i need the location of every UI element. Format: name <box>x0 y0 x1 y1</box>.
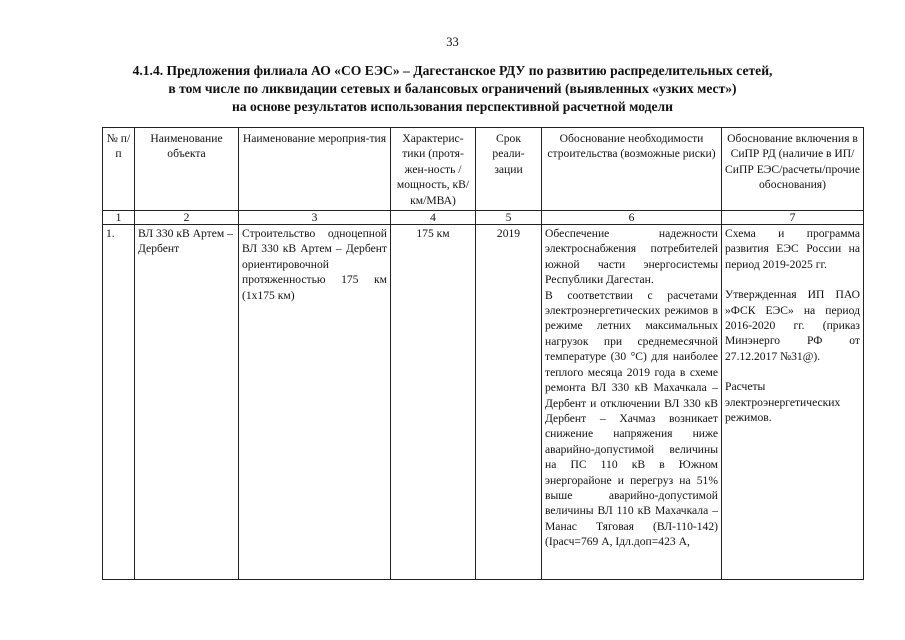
column-number: 3 <box>239 211 391 225</box>
column-number: 5 <box>476 211 542 225</box>
page-number: 33 <box>446 35 459 49</box>
header-num: № п/п <box>103 128 135 211</box>
heading-line-1: 4.1.4. Предложения филиала АО «СО ЕЭС» – Дагестанское РДУ по развитию распределительных сетей, <box>132 63 773 78</box>
column-number: 1 <box>103 211 135 225</box>
cell-measure: Строительство одноцепной ВЛ 330 кВ Артем – Дербент ориентировочной протяженностью 175 км (1х175 км) <box>239 225 391 580</box>
header-characteristics: Характерис-тики (протя-жен-ность /мощность, кВ/км/МВА) <box>391 128 476 211</box>
column-number: 7 <box>722 211 864 225</box>
justification-paragraph: Обеспечение надежности электроснабжения потребителей южной части энергосистемы Республики Дагестан. <box>545 227 718 287</box>
inclusion-paragraph: Расчеты электроэнергетических режимов. <box>725 380 841 425</box>
header-inclusion: Обоснование включения в СиПР РД (наличие в ИП/СиПР ЕЭС/расчеты/прочие обоснования) <box>722 128 864 211</box>
cell-inclusion <box>722 225 864 580</box>
paragraph-gap <box>725 364 860 379</box>
cell-num: 1. <box>103 225 135 580</box>
paragraph-gap <box>725 272 860 287</box>
header-object: Наименование объекта <box>135 128 239 211</box>
cell-justification <box>542 225 722 580</box>
column-number: 2 <box>135 211 239 225</box>
table-row <box>103 225 864 580</box>
cell-characteristics: 175 км <box>391 225 476 580</box>
header-row <box>103 128 864 211</box>
column-number-row <box>103 211 864 225</box>
inclusion-paragraph: Схема и программа развития ЕЭС России на период 2019-2025 гг. <box>725 227 860 271</box>
justification-text <box>545 226 718 578</box>
cell-object: ВЛ 330 кВ Артем – Дербент <box>135 225 239 580</box>
heading-line-3: на основе результатов использования перспективной расчетной модели <box>231 99 674 114</box>
header-measure: Наименование мероприя-тия <box>239 128 391 211</box>
column-number: 6 <box>542 211 722 225</box>
header-term: Срок реали-зации <box>476 128 542 211</box>
column-number: 4 <box>391 211 476 225</box>
heading-line-2: в том числе по ликвидации сетевых и балансовых ограничений (выявленных «узких мест») <box>168 81 737 96</box>
cell-term: 2019 <box>476 225 542 580</box>
proposals-table <box>102 127 864 580</box>
inclusion-paragraph: Утвержденная ИП ПАО »ФСК ЕЭС» на период 2016-2020 гг. (приказ Минэнерго РФ от 27.12.2017 №31@). <box>725 288 860 363</box>
justification-paragraph: В соответствии с расчетами электроэнергетических режимов в режиме летних максимальных нагрузок при среднемесячной температуре (30 °С) для наиболее теплого месяца 2019 года в схеме ремонта ВЛ 330 кВ Махачкала – Дербент и отключении ВЛ 330 кВ Дербент – Хачмаз возникает снижение напряжения ниже аварийно-допустимой величины на ПС 110 кВ в Южном энергорайоне и перегруз на 51% выше аварийно-допустимой величины ВЛ 110 кВ Махачкала – Манас Тяговая (ВЛ-110-142) (Iрасч=769 А, Iдл.доп=423 А, <box>545 288 718 549</box>
header-justification: Обоснование необходимости строительства (возможные риски) <box>542 128 722 211</box>
section-heading <box>60 62 845 116</box>
